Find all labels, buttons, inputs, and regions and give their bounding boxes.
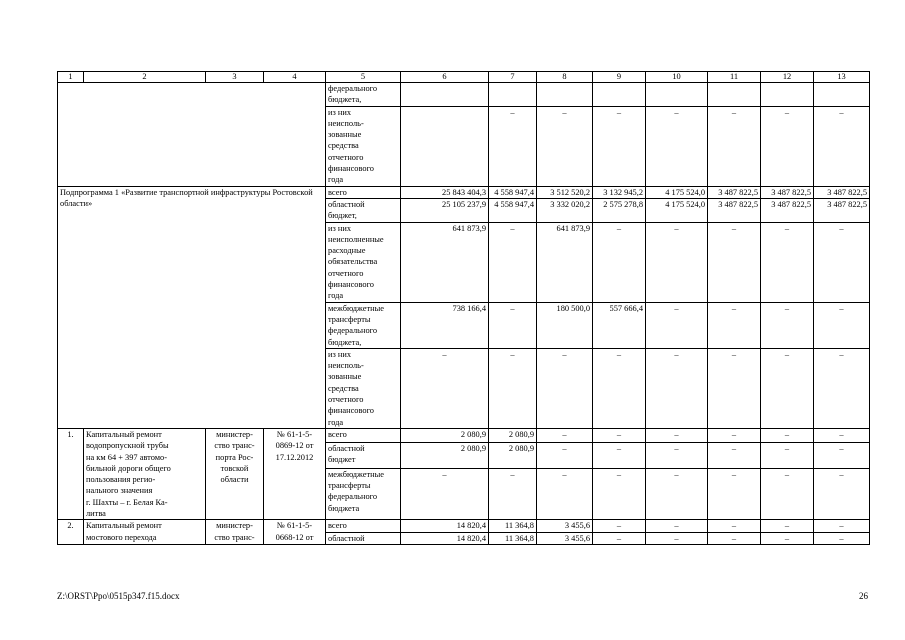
value-cell: – (401, 468, 489, 519)
value-cell: – (708, 520, 761, 532)
funding-source-label: межбюджетные трансферты федерального бюджета (326, 468, 401, 519)
value-cell: 2 080,9 (489, 442, 537, 468)
funding-source-label: из них неисполь- зованные средства отчетного финансового года (326, 348, 401, 428)
value-cell: – (593, 222, 646, 302)
funding-source-label: областной (326, 532, 401, 544)
value-cell: – (708, 348, 761, 428)
value-cell: 11 364,8 (489, 520, 537, 532)
column-header: 2 (84, 72, 206, 83)
value-cell (401, 106, 489, 186)
value-cell: 25 843 404,3 (401, 186, 489, 198)
value-cell: – (646, 442, 708, 468)
column-header: 8 (537, 72, 593, 83)
column-header: 11 (708, 72, 761, 83)
value-cell: 14 820,4 (401, 532, 489, 544)
value-cell: – (761, 442, 814, 468)
item-number: 1. (58, 428, 84, 519)
funding-source-label: областной бюджет (326, 442, 401, 468)
column-header: 3 (206, 72, 264, 83)
value-cell: 2 575 278,8 (593, 198, 646, 222)
value-cell: – (708, 442, 761, 468)
value-cell: – (593, 532, 646, 544)
value-cell (401, 83, 489, 107)
column-header: 1 (58, 72, 84, 83)
item-executor: министер- ство транс- (206, 520, 264, 545)
value-cell: – (593, 442, 646, 468)
funding-source-label: из них неисполненные расходные обязательства отчетного финансового года (326, 222, 401, 302)
value-cell: – (401, 348, 489, 428)
value-cell: 4 175 524,0 (646, 186, 708, 198)
value-cell: 3 487 822,5 (708, 186, 761, 198)
value-cell: – (489, 348, 537, 428)
value-cell: – (708, 106, 761, 186)
value-cell (708, 83, 761, 107)
value-cell: – (814, 468, 870, 519)
value-cell: – (537, 348, 593, 428)
value-cell (489, 83, 537, 107)
value-cell (814, 83, 870, 107)
value-cell: – (489, 106, 537, 186)
subprogram-title: Подпрограмма 1 «Развитие транспортной инфраструктуры Ростовской области» (58, 186, 326, 428)
value-cell: – (537, 106, 593, 186)
budget-table (57, 71, 870, 545)
value-cell: 3 487 822,5 (761, 186, 814, 198)
value-cell: – (761, 428, 814, 442)
value-cell: – (646, 428, 708, 442)
value-cell: – (814, 222, 870, 302)
value-cell: 3 455,6 (537, 532, 593, 544)
funding-source-label: из них неисполь- зованные средства отчетного финансового года (326, 106, 401, 186)
funding-source-label: межбюджетные трансферты федерального бюджета, (326, 302, 401, 348)
value-cell: – (646, 468, 708, 519)
column-header: 5 (326, 72, 401, 83)
value-cell: – (761, 468, 814, 519)
table-row (58, 186, 870, 198)
value-cell (537, 83, 593, 107)
continued-program-cell (58, 83, 326, 187)
value-cell: – (593, 106, 646, 186)
item-name: Капитальный ремонт водопропускной трубы на км 64 + 397 автомо- бильной дороги общего пользования регио- нального значения г. Шахты – г. Белая Ка- литва (84, 428, 206, 519)
funding-source-label: областной бюджет, (326, 198, 401, 222)
table-row (58, 83, 870, 107)
column-header: 6 (401, 72, 489, 83)
value-cell (761, 83, 814, 107)
value-cell: – (761, 348, 814, 428)
value-cell: 180 500,0 (537, 302, 593, 348)
column-header: 9 (593, 72, 646, 83)
value-cell: – (537, 468, 593, 519)
value-cell: – (814, 302, 870, 348)
value-cell: – (489, 222, 537, 302)
value-cell (646, 83, 708, 107)
value-cell: 641 873,9 (401, 222, 489, 302)
value-cell: – (646, 222, 708, 302)
value-cell: 2 080,9 (401, 428, 489, 442)
value-cell: 2 080,9 (489, 428, 537, 442)
value-cell: – (593, 520, 646, 532)
column-header: 13 (814, 72, 870, 83)
value-cell: – (814, 520, 870, 532)
value-cell: 3 487 822,5 (814, 198, 870, 222)
table-row (58, 520, 870, 532)
value-cell: – (814, 106, 870, 186)
column-header: 12 (761, 72, 814, 83)
column-header: 7 (489, 72, 537, 83)
value-cell: 4 175 524,0 (646, 198, 708, 222)
table-body (58, 72, 870, 545)
value-cell: 3 487 822,5 (708, 198, 761, 222)
value-cell: – (708, 468, 761, 519)
funding-source-label: всего (326, 520, 401, 532)
value-cell: 25 105 237,9 (401, 198, 489, 222)
funding-source-label: федерального бюджета, (326, 83, 401, 107)
value-cell: 4 558 947,4 (489, 198, 537, 222)
footer-file-path: Z:\ORST\Ppo\0515p347.f15.docx (57, 591, 180, 601)
item-document: № 61-1-5- 0869-12 от 17.12.2012 (264, 428, 326, 519)
value-cell: – (708, 302, 761, 348)
value-cell: 2 080,9 (401, 442, 489, 468)
value-cell: – (814, 442, 870, 468)
column-header: 4 (264, 72, 326, 83)
value-cell: – (489, 468, 537, 519)
value-cell: – (646, 532, 708, 544)
value-cell: – (646, 106, 708, 186)
value-cell: – (761, 532, 814, 544)
page-number: 26 (859, 591, 868, 601)
value-cell: – (814, 348, 870, 428)
value-cell: – (814, 428, 870, 442)
item-document: № 61-1-5- 0668-12 от (264, 520, 326, 545)
item-name: Капитальный ремонт мостового перехода (84, 520, 206, 545)
item-number: 2. (58, 520, 84, 545)
table-row (58, 428, 870, 442)
value-cell: 3 487 822,5 (761, 198, 814, 222)
column-header: 10 (646, 72, 708, 83)
value-cell: – (708, 428, 761, 442)
value-cell: 738 166,4 (401, 302, 489, 348)
header-row (58, 72, 870, 83)
value-cell: 11 364,8 (489, 532, 537, 544)
value-cell: – (761, 302, 814, 348)
value-cell: – (761, 222, 814, 302)
value-cell: 14 820,4 (401, 520, 489, 532)
value-cell: 3 132 945,2 (593, 186, 646, 198)
funding-source-label: всего (326, 428, 401, 442)
value-cell: – (761, 520, 814, 532)
value-cell: – (708, 532, 761, 544)
value-cell: – (708, 222, 761, 302)
value-cell: – (537, 442, 593, 468)
value-cell: 557 666,4 (593, 302, 646, 348)
value-cell: – (761, 106, 814, 186)
value-cell: 4 558 947,4 (489, 186, 537, 198)
value-cell: 3 332 020,2 (537, 198, 593, 222)
value-cell: – (646, 348, 708, 428)
value-cell: – (537, 428, 593, 442)
value-cell: 3 455,6 (537, 520, 593, 532)
value-cell: – (593, 348, 646, 428)
value-cell: – (646, 302, 708, 348)
value-cell: – (489, 302, 537, 348)
value-cell: 3 512 520,2 (537, 186, 593, 198)
value-cell (593, 83, 646, 107)
item-executor: министер- ство транс- порта Рос- товской области (206, 428, 264, 519)
value-cell: 3 487 822,5 (814, 186, 870, 198)
value-cell: – (646, 520, 708, 532)
value-cell: – (593, 428, 646, 442)
value-cell: 641 873,9 (537, 222, 593, 302)
value-cell: – (814, 532, 870, 544)
funding-source-label: всего (326, 186, 401, 198)
value-cell: – (593, 468, 646, 519)
